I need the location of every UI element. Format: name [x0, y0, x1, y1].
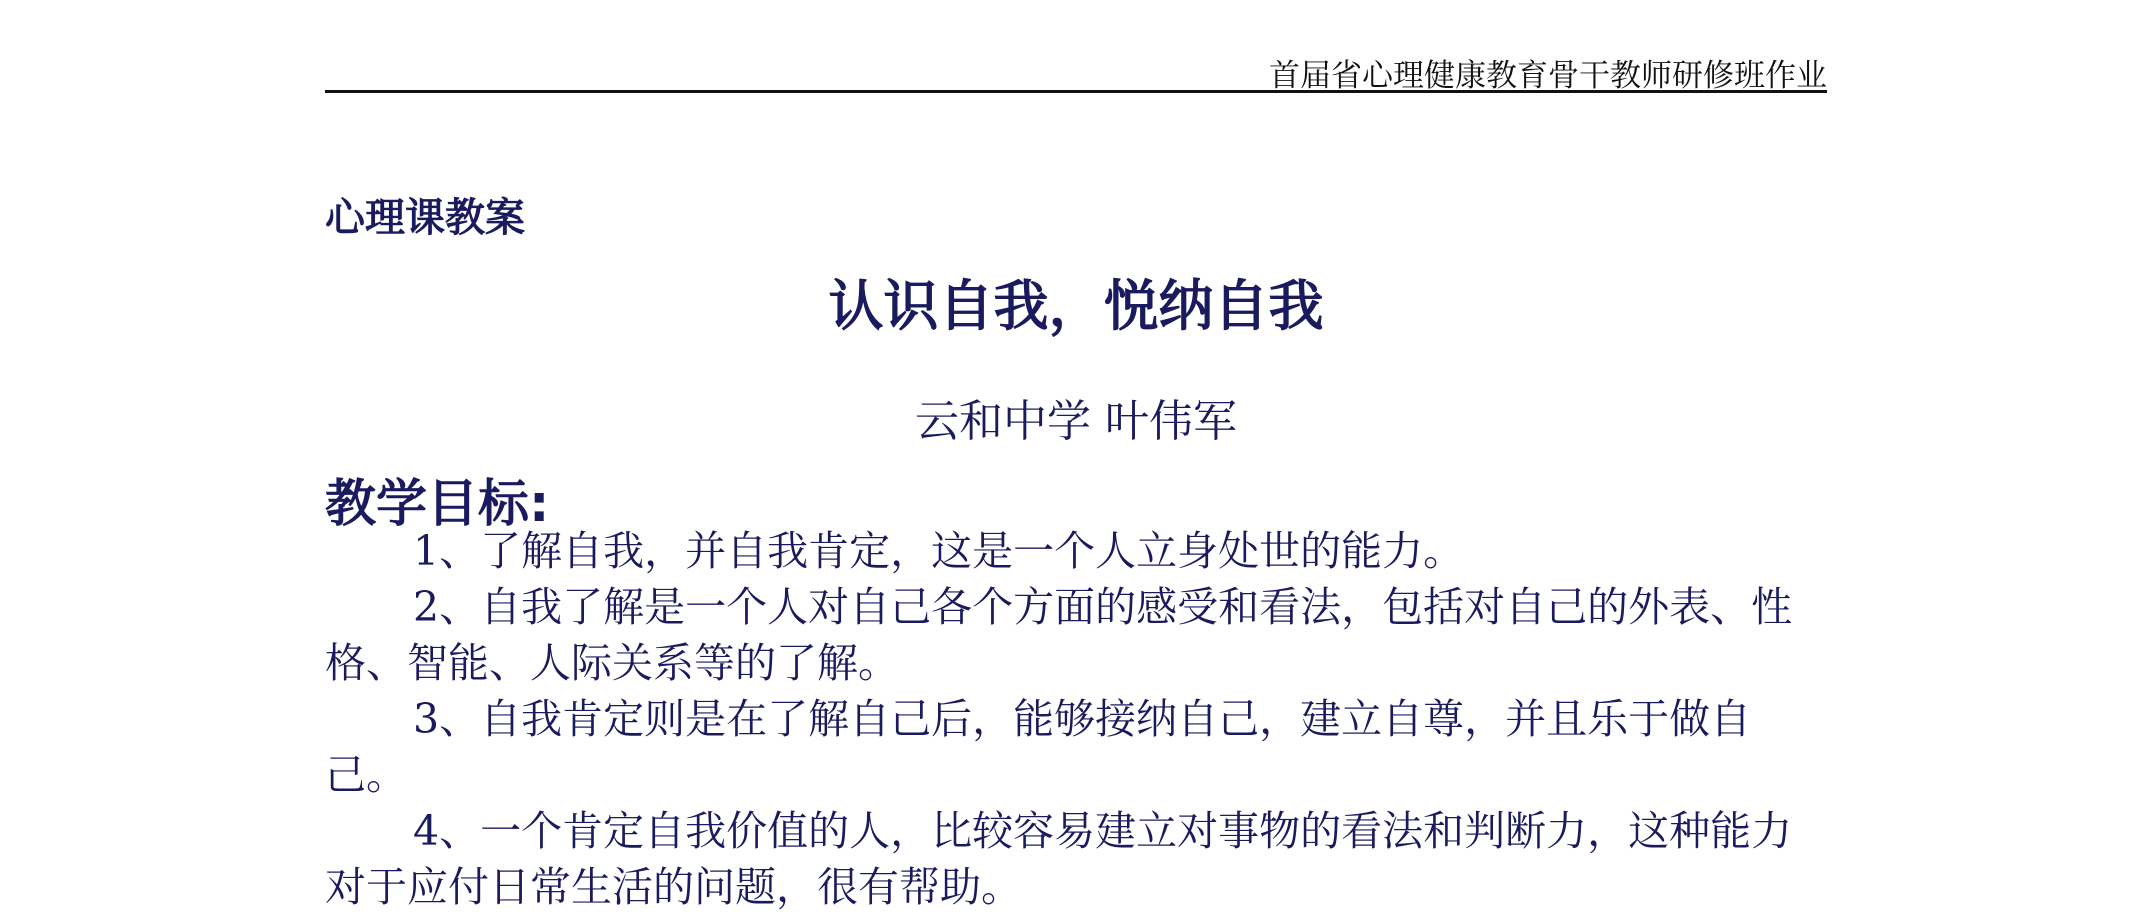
objective-item-4: 4、一个肯定自我价值的人，比较容易建立对事物的看法和判断力，这种能力对于应付日常生活的问题，很有帮助。	[325, 807, 1793, 911]
document-title: 认识自我，悦纳自我	[828, 274, 1324, 338]
objectives-list	[325, 523, 1827, 915]
objective-item-3: 3、自我肯定则是在了解自己后，能够接纳自己，建立自尊，并且乐于做自己。	[325, 695, 1752, 799]
section-heading-objectives: 教学目标:	[325, 475, 550, 534]
document-type-label: 心理课教案	[325, 195, 525, 241]
objective-item-1: 1、了解自我，并自我肯定，这是一个人立身处世的能力。	[413, 527, 1465, 575]
running-header: 首届省心理健康教育骨干教师研修班作业	[1269, 58, 1827, 94]
author-line: 云和中学 叶伟军	[915, 396, 1237, 447]
objective-item-2: 2、自我了解是一个人对自己各个方面的感受和看法，包括对自己的外表、性格、智能、人际关系等的了解。	[325, 583, 1793, 687]
header-rule	[325, 90, 1827, 93]
